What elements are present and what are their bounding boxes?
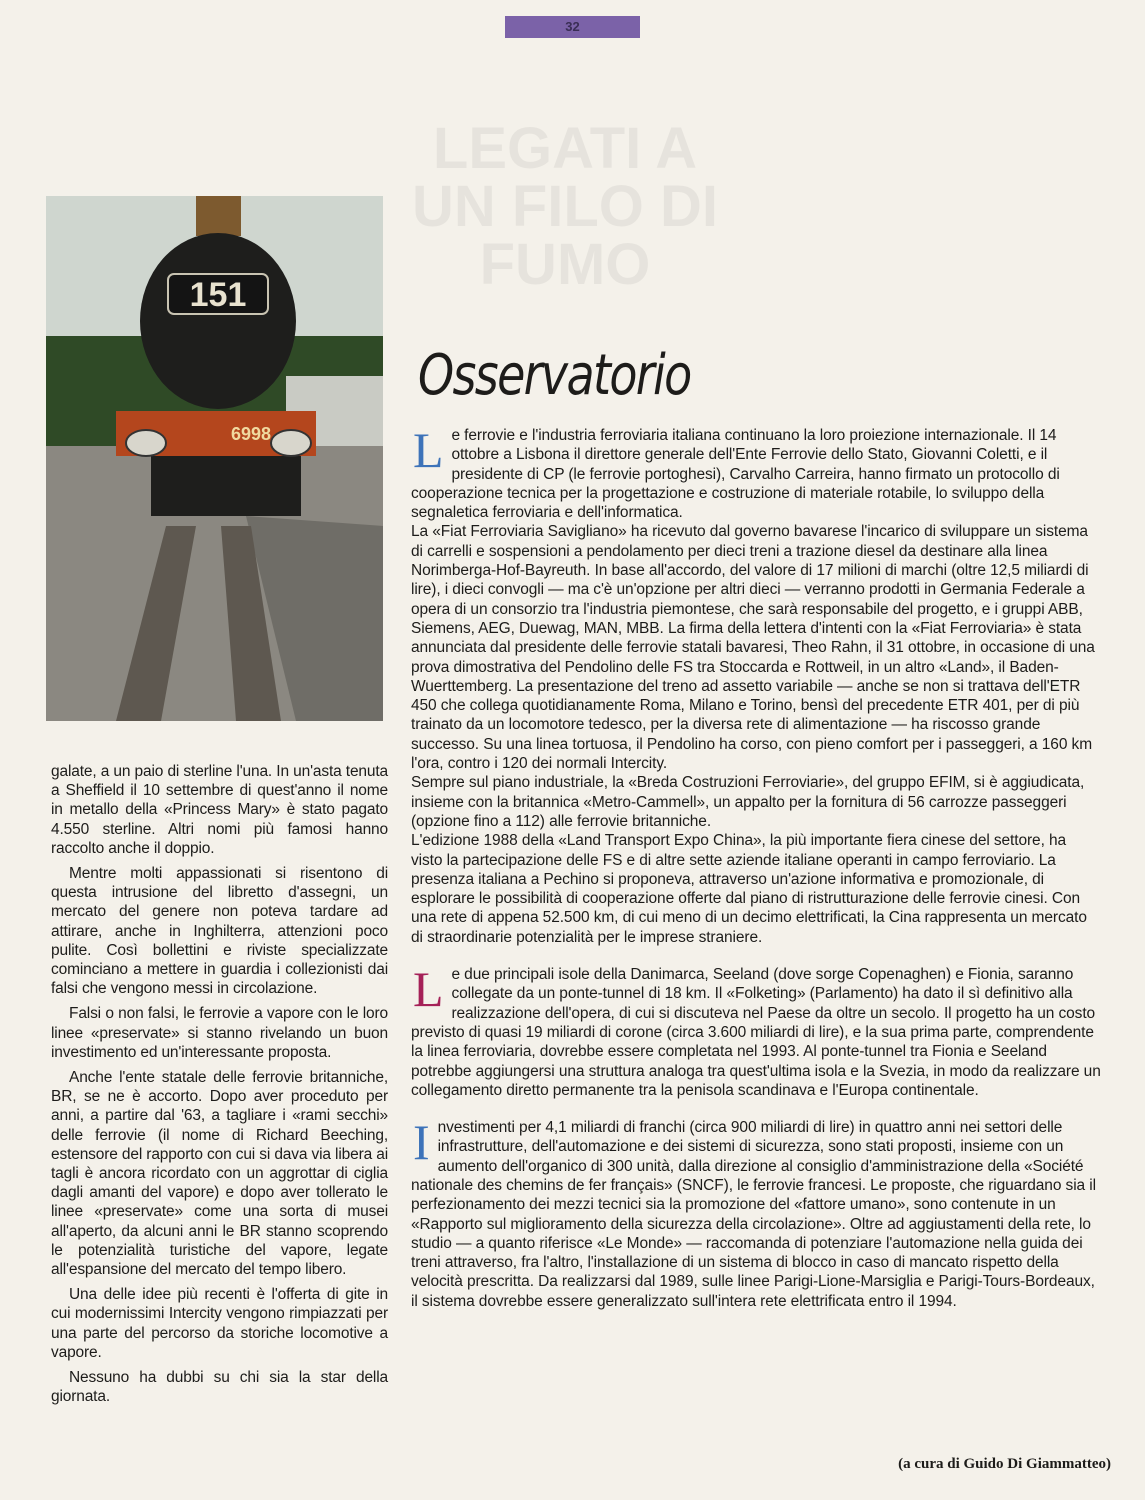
dropcap: L [413,422,444,478]
article-paragraph: nvestimenti per 4,1 miliardi di franchi (circa 900 miliardi di lire) in quattro anni nei settori delle infrastrutture, dell'automazione e dei sistemi di sicurezza, sono stati proposti, insieme con un aumento dell'organico di 300 unità, dalla direzione al consiglio d'amministrazione della «Société nationale des chemins de fer français» (SNCF), le ferrovie francesi. Le proposte, che riguardano sia il perfezionamento dei mezzi tecnici sia la promozione del «fattore umano», sono contenute in un «Rapporto sul miglioramento della sicurezza della circolazione». Oltre ad aggiustamenti della rete, lo studio — a quanto riferisce «Le Monde» — raccomanda di potenziare l'automazione nella guida dei treni attraverso, fra l'altro, l'installazione di un sistema di blocco in caso di mancato rispetto della velocità prescritta. Da realizzarsi dal 1989, sulle linee Parigi-Lione-Marsiglia e Parigi-Tours-Bordeaux, il sistema dovrebbe essere generalizzato sull'intera rete elettrificata entro il 1994. [411,1119,1096,1310]
left-column [51,762,388,1413]
side-plate-text: 6998 [230,424,272,444]
article-body [411,422,1101,1329]
section-fs [411,422,1101,947]
page-number: 32 [505,16,640,38]
dropcap: L [413,961,444,1018]
article-paragraph: e due principali isole della Danimarca, Seeland (dove sorge Copenaghen) e Fionia, saranno collegate da un ponte-tunnel di 18 km. Il «Folketing» (Parlamento) ha dato il sì definitivo alla realizzazione dell'opera, di cui si discuteva nel Paese da oltre un secolo. Il progetto ha un costo previsto di quasi 19 miliardi di corone (circa 3.600 miliardi di lire), e la sua prima parte, comprendente la linea ferroviaria, dovrebbe essere completata nel 1993. Al ponte-tunnel tra Fionia e Seeland potrebbe aggiungersi una struttura analoga tra quest'ultima isola e la Svezia, in modo da realizzare un collegamento diretto permanente tra la penisola scandinava e l'Europa continentale. [411,966,1101,1099]
article-paragraph: L'edizione 1988 della «Land Transport Expo China», la più importante fiera cinese del settore, ha visto la partecipazione delle FS e di altre sette aziende italiane operanti in campo ferroviario. La presenza italiana a Pechino si proponeva, attraverso un'azione informativa e promozionale, di esplorare le possibilità di cooperazione offerte dal piano di ristrutturazione delle ferrovie cinesi. Con una rete di appena 52.500 km, di cui meno di un decimo elettrificati, la Cina rappresenta un mercato di straordinarie potenzialità per le imprese straniere. [411,832,1087,946]
article-credit: (a cura di Guido Di Giammatteo) [898,1456,1111,1472]
lamp-right [271,430,311,456]
article-paragraph: Sempre sul piano industriale, la «Breda Costruzioni Ferroviarie», del gruppo EFIM, si è aggiudicata, insieme con la britannica «Metro-Cammell», un appalto per la fornitura di 56 carrozze passeggeri (opzione fino a 112) alle ferrovie britanniche. [411,774,1085,830]
left-paragraph: Anche l'ente statale delle ferrovie britanniche, BR, se ne è accorto. Dopo aver proceduto per anni, a partire dal '63, a tagliare i «rami secchi» delle ferrovie (il nome di Richard Beeching, estensore del rapporto con cui si dava via libera ai tagli è ancora ricordato con un aggrottar di ciglia dagli amanti del vapore) e dopo aver tollerato le linee «preservate» come una sorta di musei all'aperto, da alcuni anni le BR stanno scoprendo le potenzialità turistiche del vapore, legate all'espansione del mercato del tempo libero. [51,1069,388,1279]
article-title: Osservatorio [418,343,691,408]
left-paragraph: Falsi o non falsi, le ferrovie a vapore con le loro linee «preservate» si stanno rivelando un buon investimento ed un'interessante proposta. [51,1005,388,1061]
loco-chimney [196,196,241,236]
left-paragraph: Mentre molti appassionati si risentono di questa intrusione del libretto d'assegni, un mercato del genere non poteva tardare ad attirare, anche in Inghilterra, attenzioni poco pulite. Così bollettini e riviste specializzate cominciano a mettere in guardia i collezionisti dai falsi che vengono messi in circolazione. [51,865,388,998]
article-paragraph: La «Fiat Ferroviaria Savigliano» ha ricevuto dal governo bavarese l'incarico di sviluppare un sistema di carrelli e sospensioni a pendolamento per dieci treni a trazione diesel da destinare alla linea Norimberga-Hof-Bayreuth. In base all'accordo, del valore di 17 milioni di marchi (oltre 12,5 miliardi di lire), i dieci convogli — ma c'è un'opzione per altri dieci — verranno prodotti in Germania Federale a opera di un consorzio tra l'industria piemontese, che sarà responsabile del progetto, e i gruppi ABB, Siemens, AEG, Duewag, MAN, MBB. La firma della lettera d'intenti con la «Fiat Ferroviaria» è stata annunciata dal presidente delle ferrovie statali bavaresi, Theo Rahn, il 31 ottobre, in occasione di una prova dimostrativa del Pendolino delle FS tra Stoccarda e Rottweil, in un altro «Land», il Baden-Wuerttemberg. La presentazione del treno ad assetto variabile — anche se non si trattava dell'ETR 450 che collega quotidianamente Roma, Milano e Torino, bensì del precedente ETR 401, per di più trainato da un locomotore tedesco, per la diversa rete di alimentazione — ha riscosso grande successo. Su una linea tortuosa, il Pendolino ha corso, con pieno comfort per i passeggeri, a 160 km l'ora, contro i 120 dei normali Intercity. [411,523,1095,773]
number-plate-text: 151 [189,276,247,314]
locomotive-photo [46,196,383,721]
left-paragraph: galate, a un paio di sterline l'una. In un'asta tenuta a Sheffield il 10 settembre di quest'anno il nome in metallo della «Princess Mary» è stato pagato 4.550 sterline. Altri nomi più famosi hanno raccolto anche il doppio. [51,763,388,857]
article-paragraph: e ferrovie e l'industria ferroviaria italiana continuano la loro proiezione internazionale. Il 14 ottobre a Lisbona il direttore generale dell'Ente Ferrovie dello Stato, Giovanni Coletti, e il presidente di CP (le ferrovie portoghesi), Carvalho Carreira, hanno firmato un protocollo di cooperazione tecnica per la progettazione e costruzione di materiale rotabile, lo sviluppo della segnaletica ferroviaria e dell'informatica. [411,427,1060,522]
section-danimarca [411,961,1101,1100]
loco-smokebox [140,233,296,409]
dropcap: I [413,1114,430,1171]
ghost-title: LEGATI A UN FILO DI FUMO [411,116,719,297]
left-paragraph: Una delle idee più recenti è l'offerta di gite in cui modernissimi Intercity vengono rimpiazzati per una parte del percorso da storiche locomotive a vapore. [51,1286,388,1361]
left-paragraph: Nessuno ha dubbi su chi sia la star della giornata. [51,1369,388,1406]
lamp-left [126,430,166,456]
section-sncf [411,1114,1101,1311]
